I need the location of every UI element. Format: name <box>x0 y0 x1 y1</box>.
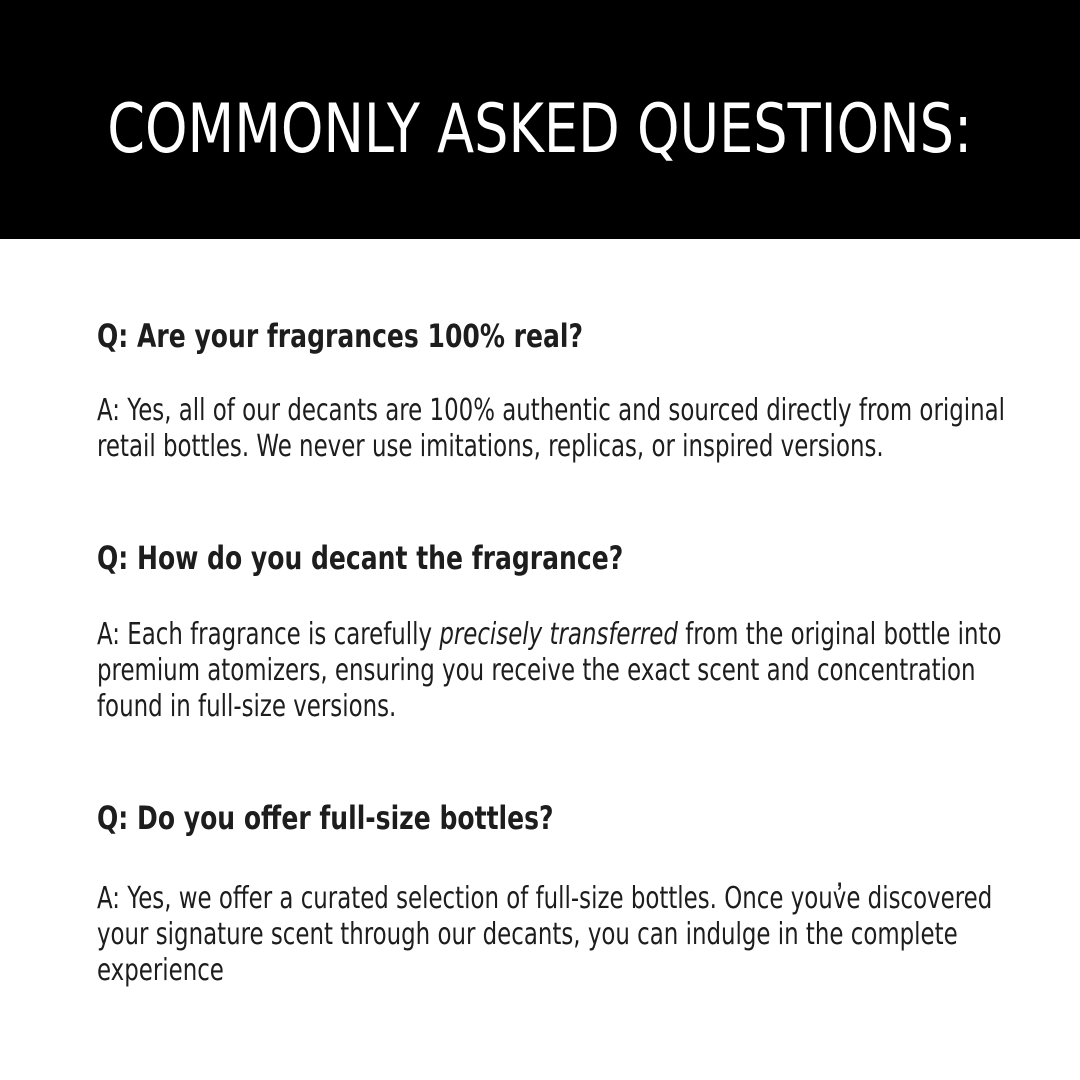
answer-text: from the original bottle into <box>677 617 1002 652</box>
answer-line <box>97 617 1002 653</box>
page-title: COMMONLY ASKED QUESTIONS: <box>107 90 973 169</box>
question-heading: Q: Do you offer full-size bottles? <box>97 799 554 837</box>
answer-line: found in full-size versions. <box>97 689 397 724</box>
header-band <box>0 0 1080 239</box>
faq-section <box>97 319 1080 465</box>
answer-line: A: Yes, all of our decants are 100% authentic and sourced directly from original <box>97 393 1005 428</box>
answer-paragraph <box>97 393 1080 465</box>
answer-paragraph <box>97 617 1080 725</box>
answer-line: experience <box>97 953 224 988</box>
answer-paragraph <box>97 881 1080 989</box>
answer-line: retail bottles. We never use imitations, replicas, or inspired versions. <box>97 429 884 464</box>
answer-line: your signature scent through our decants, you can indulge in the complete <box>97 917 958 952</box>
answer-line: premium atomizers, ensuring you receive the exact scent and concentration <box>97 653 976 688</box>
answer-line: A: Yes, we offer a curated selection of full-size bottles. Once youv̓e discovered <box>97 881 993 916</box>
faq-section <box>97 801 1080 989</box>
faq-section <box>97 541 1080 725</box>
faq-content <box>97 319 1080 989</box>
question-heading: Q: How do you decant the fragrance? <box>97 539 624 577</box>
answer-text: A: Each fragrance is carefully <box>97 617 440 652</box>
italic-emphasis: precisely transferred <box>439 617 678 652</box>
question-heading: Q: Are your fragrances 100% real? <box>97 317 583 355</box>
